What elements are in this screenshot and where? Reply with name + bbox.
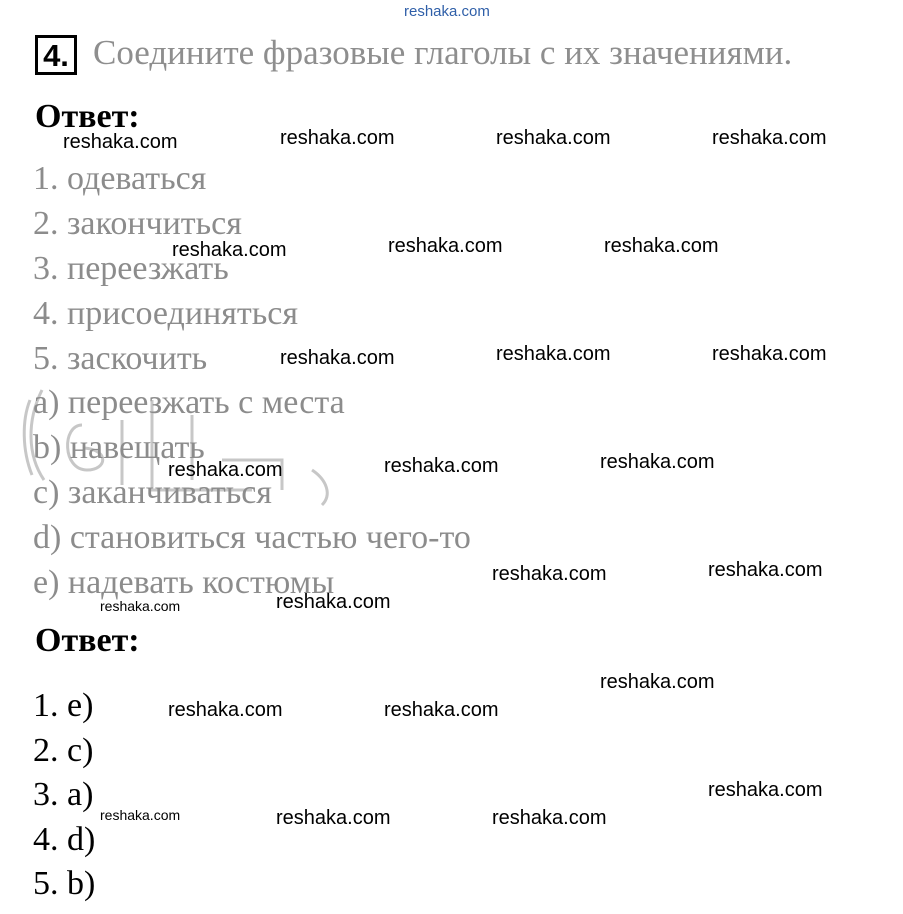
watermark: reshaka.com [600, 671, 715, 693]
watermark: reshaka.com [600, 451, 715, 473]
watermark: reshaka.com [708, 559, 823, 581]
watermark: reshaka.com [388, 235, 503, 257]
list-item: e) надевать костюмы [33, 564, 335, 601]
answer-item: 4. d) [33, 821, 96, 858]
watermark: reshaka.com [708, 779, 823, 801]
task-instruction: Соедините фразовые глаголы с их значениями. [93, 33, 793, 72]
answer-item: 1. e) [33, 687, 94, 724]
list-item: 1. одеваться [33, 160, 207, 197]
answer-item: 2. c) [33, 732, 94, 769]
watermark: reshaka.com [712, 127, 827, 149]
answer-item: 3. a) [33, 776, 94, 813]
answer-heading-2: Ответ: [35, 622, 140, 659]
watermark: reshaka.com [492, 563, 607, 585]
answer-item: 5. b) [33, 865, 96, 902]
list-item: a) переезжать с места [33, 384, 345, 421]
watermark: reshaka.com [168, 459, 283, 481]
list-item: c) заканчиваться [33, 474, 272, 511]
watermark: reshaka.com [63, 131, 178, 153]
watermark: reshaka.com [604, 235, 719, 257]
list-item: 5. заскочить [33, 340, 208, 377]
list-item: b) навещать [33, 429, 205, 466]
list-item: d) становиться частью чего-то [33, 519, 471, 556]
watermark: reshaka.com [276, 591, 391, 613]
list-item: 4. присоединяться [33, 295, 298, 332]
watermark: reshaka.com [492, 807, 607, 829]
answer-heading-1: Ответ: [35, 98, 140, 135]
watermark: reshaka.com [276, 807, 391, 829]
watermark: reshaka.com [496, 343, 611, 365]
list-item: 2. закончиться [33, 205, 242, 242]
watermark: reshaka.com [100, 598, 181, 614]
watermark: reshaka.com [168, 699, 283, 721]
list-item: 3. переезжать [33, 250, 229, 287]
watermark: reshaka.com [100, 807, 181, 823]
site-watermark-top: reshaka.com [404, 3, 490, 20]
watermark: reshaka.com [280, 347, 395, 369]
watermark: reshaka.com [384, 455, 499, 477]
watermark: reshaka.com [496, 127, 611, 149]
watermark: reshaka.com [712, 343, 827, 365]
task-number: 4. [35, 35, 77, 75]
watermark: reshaka.com [384, 699, 499, 721]
watermark: reshaka.com [172, 239, 287, 261]
watermark: reshaka.com [280, 127, 395, 149]
